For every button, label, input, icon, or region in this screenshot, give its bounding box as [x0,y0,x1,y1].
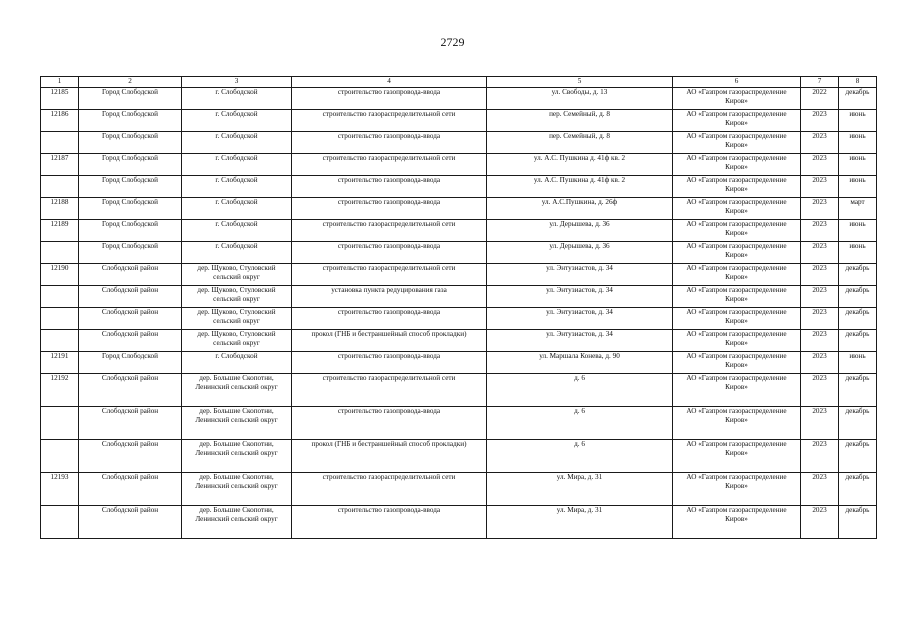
address-cell: ул. Мира, д. 31 [487,473,673,506]
settlement-cell: дер. Большие Скопотни, Ленинский сельский округ [182,506,292,539]
organization-cell: АО «Газпром газораспределение Киров» [673,440,801,473]
municipality-cell: Слободской район [79,374,182,407]
year-cell: 2023 [801,220,839,242]
year-cell: 2023 [801,286,839,308]
settlement-cell: дер. Большие Скопотни, Ленинский сельский округ [182,440,292,473]
municipality-cell: Город Слободской [79,88,182,110]
column-header: 6 [673,77,801,88]
organization-cell: АО «Газпром газораспределение Киров» [673,330,801,352]
address-cell: ул. Энтузиастов, д. 34 [487,264,673,286]
organization-cell: АО «Газпром газораспределение Киров» [673,308,801,330]
data-table [40,76,877,539]
address-cell: пер. Семейный, д. 8 [487,110,673,132]
month-cell: декабрь [839,473,877,506]
work-type-cell: строительство газораспределительной сети [292,264,487,286]
month-cell: декабрь [839,286,877,308]
table-row [41,154,877,176]
municipality-cell: Город Слободской [79,242,182,264]
month-cell: март [839,198,877,220]
work-type-cell: строительство газопровода-ввода [292,506,487,539]
organization-cell: АО «Газпром газораспределение Киров» [673,132,801,154]
municipality-cell: Город Слободской [79,132,182,154]
work-type-cell: строительство газораспределительной сети [292,473,487,506]
row-number-cell: 12192 [41,374,79,407]
month-cell: июнь [839,132,877,154]
organization-cell: АО «Газпром газораспределение Киров» [673,242,801,264]
settlement-cell: дер. Щуково, Стуловский сельский округ [182,264,292,286]
settlement-cell: г. Слободской [182,88,292,110]
month-cell: декабрь [839,330,877,352]
address-cell: ул. Энтузиастов, д. 34 [487,286,673,308]
table-row [41,352,877,374]
address-cell: ул. Энтузиастов, д. 34 [487,308,673,330]
table-row [41,506,877,539]
work-type-cell: строительство газораспределительной сети [292,154,487,176]
table-row [41,220,877,242]
row-number-cell: 12185 [41,88,79,110]
row-number-cell [41,132,79,154]
year-cell: 2023 [801,242,839,264]
row-number-cell: 12190 [41,264,79,286]
month-cell: июнь [839,110,877,132]
municipality-cell: Город Слободской [79,352,182,374]
year-cell: 2023 [801,264,839,286]
address-cell: д. 6 [487,407,673,440]
month-cell: декабрь [839,264,877,286]
settlement-cell: г. Слободской [182,154,292,176]
organization-cell: АО «Газпром газораспределение Киров» [673,88,801,110]
row-number-cell [41,506,79,539]
work-type-cell: строительство газопровода-ввода [292,407,487,440]
table-header-row [41,77,877,88]
municipality-cell: Город Слободской [79,220,182,242]
work-type-cell: строительство газораспределительной сети [292,220,487,242]
column-header: 3 [182,77,292,88]
month-cell: июнь [839,352,877,374]
municipality-cell: Слободской район [79,330,182,352]
table-row [41,264,877,286]
organization-cell: АО «Газпром газораспределение Киров» [673,374,801,407]
table-row [41,440,877,473]
work-type-cell: прокол (ГНБ и бестраншейный способ прокладки) [292,440,487,473]
municipality-cell: Город Слободской [79,176,182,198]
address-cell: ул. Энтузиастов, д. 34 [487,330,673,352]
table-row [41,198,877,220]
year-cell: 2023 [801,374,839,407]
work-type-cell: строительство газопровода-ввода [292,242,487,264]
municipality-cell: Слободской район [79,286,182,308]
organization-cell: АО «Газпром газораспределение Киров» [673,407,801,440]
column-header: 5 [487,77,673,88]
settlement-cell: г. Слободской [182,198,292,220]
address-cell: ул. А.С.Пушкина, д. 26ф [487,198,673,220]
settlement-cell: г. Слободской [182,110,292,132]
month-cell: июнь [839,176,877,198]
month-cell: июнь [839,242,877,264]
municipality-cell: Слободской район [79,473,182,506]
settlement-cell: г. Слободской [182,220,292,242]
row-number-cell [41,242,79,264]
column-header: 7 [801,77,839,88]
year-cell: 2023 [801,198,839,220]
page-number: 2729 [440,35,465,49]
municipality-cell: Город Слободской [79,154,182,176]
address-cell: ул. А.С. Пушкина д. 41ф кв. 2 [487,154,673,176]
municipality-cell: Слободской район [79,407,182,440]
table-row [41,110,877,132]
year-cell: 2023 [801,473,839,506]
row-number-cell [41,440,79,473]
organization-cell: АО «Газпром газораспределение Киров» [673,220,801,242]
address-cell: д. 6 [487,374,673,407]
organization-cell: АО «Газпром газораспределение Киров» [673,264,801,286]
table-row [41,330,877,352]
organization-cell: АО «Газпром газораспределение Киров» [673,352,801,374]
settlement-cell: дер. Щуково, Стуловский сельский округ [182,308,292,330]
address-cell: ул. Маршала Конева, д. 90 [487,352,673,374]
column-header: 4 [292,77,487,88]
settlement-cell: г. Слободской [182,352,292,374]
work-type-cell: строительство газопровода-ввода [292,176,487,198]
year-cell: 2023 [801,110,839,132]
year-cell: 2022 [801,88,839,110]
year-cell: 2023 [801,407,839,440]
table-row [41,88,877,110]
address-cell: д. 6 [487,440,673,473]
year-cell: 2023 [801,506,839,539]
municipality-cell: Город Слободской [79,110,182,132]
work-type-cell: строительство газораспределительной сети [292,374,487,407]
year-cell: 2023 [801,330,839,352]
work-type-cell: строительство газопровода-ввода [292,308,487,330]
year-cell: 2023 [801,132,839,154]
row-number-cell [41,407,79,440]
settlement-cell: г. Слободской [182,176,292,198]
organization-cell: АО «Газпром газораспределение Киров» [673,286,801,308]
row-number-cell: 12193 [41,473,79,506]
settlement-cell: дер. Щуково, Стуловский сельский округ [182,286,292,308]
row-number-cell: 12188 [41,198,79,220]
organization-cell: АО «Газпром газораспределение Киров» [673,506,801,539]
row-number-cell [41,308,79,330]
year-cell: 2023 [801,308,839,330]
year-cell: 2023 [801,176,839,198]
settlement-cell: дер. Щуково, Стуловский сельский округ [182,330,292,352]
row-number-cell: 12186 [41,110,79,132]
row-number-cell: 12187 [41,154,79,176]
column-header: 8 [839,77,877,88]
organization-cell: АО «Газпром газораспределение Киров» [673,154,801,176]
month-cell: декабрь [839,506,877,539]
work-type-cell: строительство газопровода-ввода [292,198,487,220]
address-cell: ул. Свободы, д. 13 [487,88,673,110]
month-cell: июнь [839,154,877,176]
table-row [41,308,877,330]
year-cell: 2023 [801,352,839,374]
table-row [41,407,877,440]
table-body [41,88,877,539]
municipality-cell: Слободской район [79,264,182,286]
column-header: 2 [79,77,182,88]
municipality-cell: Слободской район [79,308,182,330]
month-cell: июнь [839,220,877,242]
month-cell: декабрь [839,88,877,110]
organization-cell: АО «Газпром газораспределение Киров» [673,176,801,198]
row-number-cell [41,286,79,308]
organization-cell: АО «Газпром газораспределение Киров» [673,110,801,132]
address-cell: ул. Дерышева, д. 36 [487,220,673,242]
month-cell: декабрь [839,407,877,440]
work-type-cell: строительство газопровода-ввода [292,88,487,110]
address-cell: ул. Дерышева, д. 36 [487,242,673,264]
settlement-cell: дер. Большие Скопотни, Ленинский сельский округ [182,473,292,506]
month-cell: декабрь [839,308,877,330]
table-row [41,176,877,198]
address-cell: ул. Мира, д. 31 [487,506,673,539]
table-row [41,286,877,308]
address-cell: ул. А.С. Пушкина д. 41ф кв. 2 [487,176,673,198]
row-number-cell [41,330,79,352]
work-type-cell: прокол (ГНБ и бестраншейный способ прокладки) [292,330,487,352]
settlement-cell: г. Слободской [182,242,292,264]
year-cell: 2023 [801,154,839,176]
organization-cell: АО «Газпром газораспределение Киров» [673,473,801,506]
row-number-cell: 12191 [41,352,79,374]
municipality-cell: Слободской район [79,440,182,473]
table-row [41,374,877,407]
settlement-cell: дер. Большие Скопотни, Ленинский сельский округ [182,407,292,440]
table-row [41,242,877,264]
organization-cell: АО «Газпром газораспределение Киров» [673,198,801,220]
month-cell: декабрь [839,440,877,473]
year-cell: 2023 [801,440,839,473]
settlement-cell: г. Слободской [182,132,292,154]
table-row [41,473,877,506]
work-type-cell: строительство газопровода-ввода [292,352,487,374]
address-cell: пер. Семейный, д. 8 [487,132,673,154]
table-row [41,132,877,154]
work-type-cell: строительство газопровода-ввода [292,132,487,154]
row-number-cell [41,176,79,198]
month-cell: декабрь [839,374,877,407]
settlement-cell: дер. Большие Скопотни, Ленинский сельский округ [182,374,292,407]
work-type-cell: установка пункта редуцирования газа [292,286,487,308]
row-number-cell: 12189 [41,220,79,242]
column-header: 1 [41,77,79,88]
work-type-cell: строительство газораспределительной сети [292,110,487,132]
municipality-cell: Город Слободской [79,198,182,220]
municipality-cell: Слободской район [79,506,182,539]
